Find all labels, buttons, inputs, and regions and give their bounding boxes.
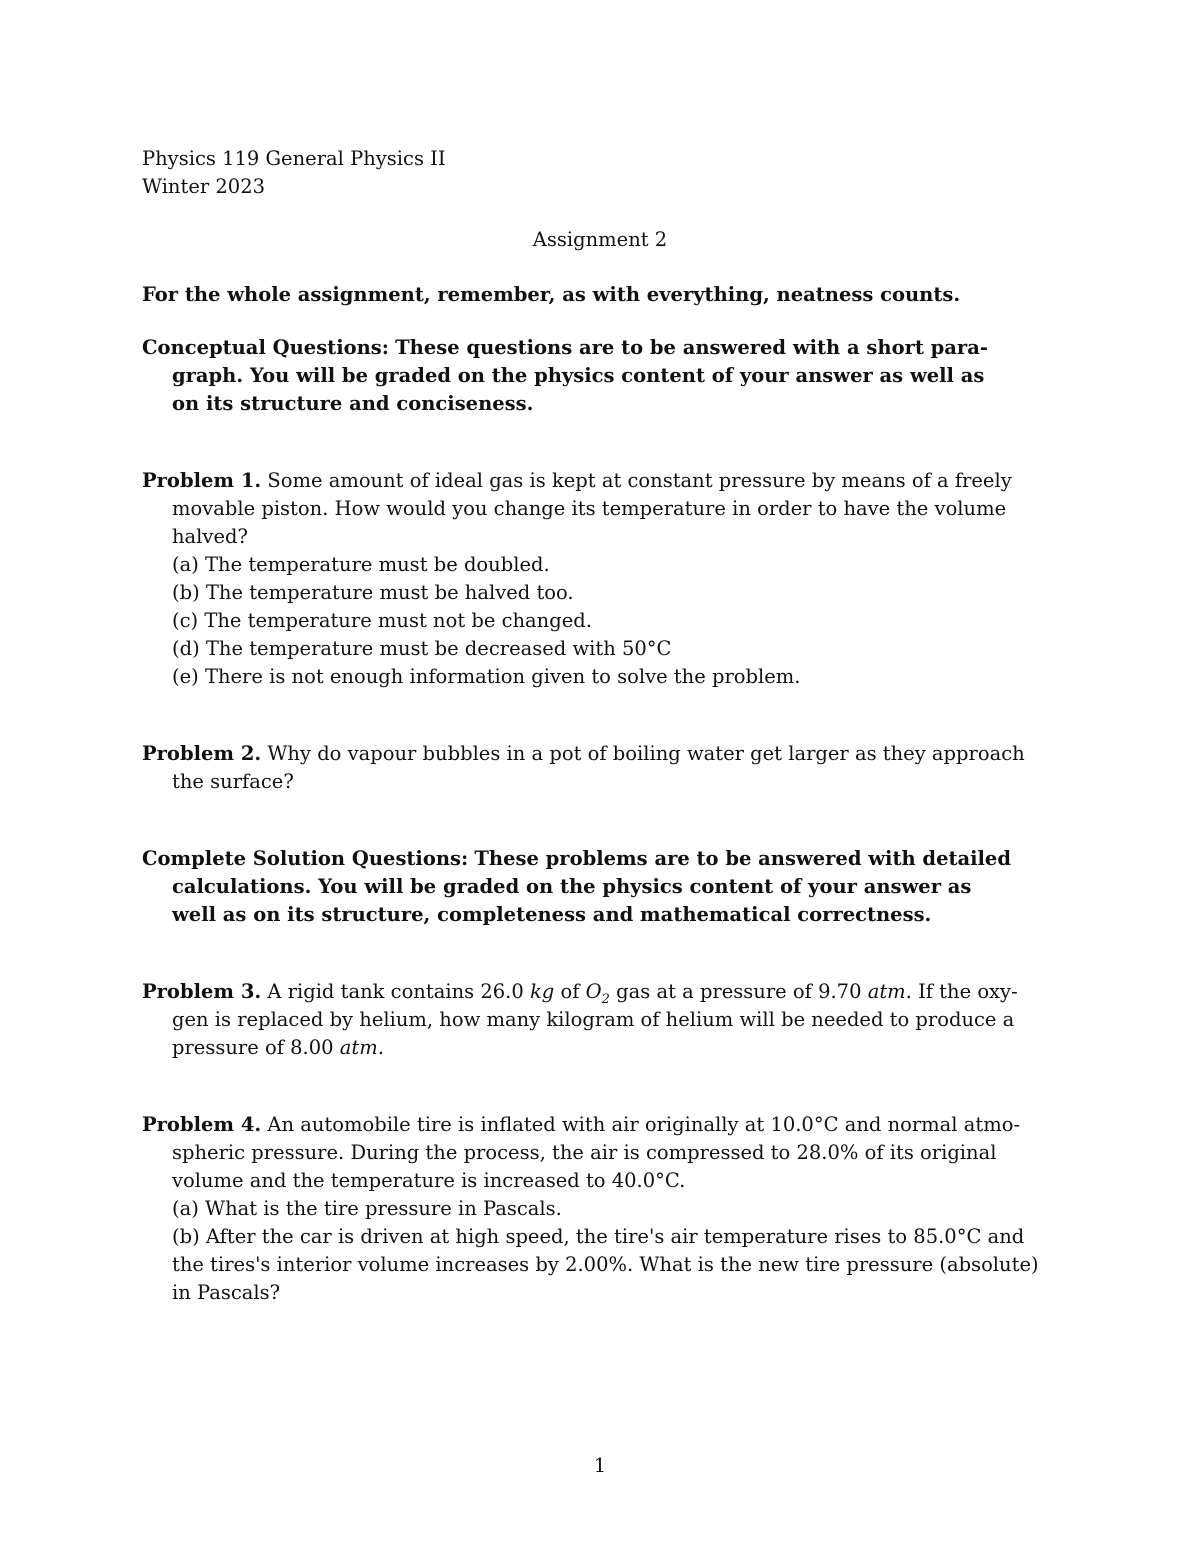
page-number: 1 (593, 1454, 607, 1477)
complete-label: Complete Solution Questions: (142, 847, 469, 870)
problem-2-line-2: the surface? (172, 770, 294, 793)
conceptual-line-2: graph. You will be graded on the physics content of your answer as well as (172, 364, 985, 387)
problem-4-line-1: An automobile tire is inflated with air originally at 10.0°C and normal atmo- (267, 1113, 1021, 1136)
assignment-title: Assignment 2 (532, 228, 668, 251)
problem-4-part-a: (a) What is the tire pressure in Pascals. (172, 1197, 562, 1220)
complete-line-3: well as on its structure, completeness and mathematical correctness. (172, 903, 932, 926)
conceptual-line-3: on its structure and conciseness. (172, 392, 534, 415)
problem-4-line-2: spheric pressure. During the process, the air is compressed to 28.0% of its original (172, 1141, 997, 1164)
conceptual-line-1: These questions are to be answered with a short para- (395, 336, 988, 359)
problem-1-label: Problem 1. (142, 469, 262, 492)
problem-2 (142, 740, 1058, 796)
problem-3-o2 (585, 980, 610, 1007)
course-name: Physics 119 General Physics II (142, 147, 446, 170)
problem-1-line-3: halved? (172, 525, 248, 548)
problem-3-text-4: If the oxy- (918, 980, 1018, 1003)
problem-2-line-1: Why do vapour bubbles in a pot of boiling water get larger as they approach (267, 742, 1025, 765)
problem-3-text-2: of (560, 980, 580, 1003)
problem-1-option-d: (d) The temperature must be decreased with 50°C (172, 637, 672, 660)
problem-2-label: Problem 2. (142, 742, 262, 765)
course-header (142, 145, 446, 201)
problem-3 (142, 978, 1058, 1062)
problem-1 (142, 467, 1058, 691)
problem-1-option-c: (c) The temperature must not be changed. (172, 609, 592, 632)
problem-1-line-2: movable piston. How would you change its temperature in order to have the volume (172, 497, 1007, 520)
problem-3-text-1: A rigid tank contains 26.0 (267, 980, 524, 1003)
problem-3-o2-symbol: O (585, 980, 602, 1003)
problem-1-option-a: (a) The temperature must be doubled. (172, 553, 550, 576)
complete-line-2: calculations. You will be graded on the physics content of your answer as (172, 875, 972, 898)
conceptual-label: Conceptual Questions: (142, 336, 389, 359)
problem-1-option-b: (b) The temperature must be halved too. (172, 581, 574, 604)
conceptual-section (142, 334, 1058, 418)
problem-4-line-3: volume and the temperature is increased to 40.0°C. (172, 1169, 686, 1192)
problem-1-line-1: Some amount of ideal gas is kept at constant pressure by means of a freely (267, 469, 1012, 492)
problem-3-kg: kg (529, 980, 555, 1003)
problem-3-atm-1: atm. (867, 980, 912, 1003)
complete-line-1: These problems are to be answered with detailed (474, 847, 1011, 870)
neatness-note: For the whole assignment, remember, as with everything, neatness counts. (142, 283, 961, 306)
problem-4 (142, 1111, 1058, 1307)
problem-4-part-b-line-2: the tires's interior volume increases by 2.00%. What is the new tire pressure (absolute) (172, 1253, 1039, 1276)
problem-3-line-2: gen is replaced by helium, how many kilogram of helium will be needed to produce a (172, 1008, 1015, 1031)
complete-solution-section (142, 845, 1058, 929)
problem-3-label: Problem 3. (142, 980, 262, 1003)
problem-4-part-b-line-3: in Pascals? (172, 1281, 281, 1304)
problem-3-o2-subscript: 2 (601, 991, 610, 1007)
problem-3-text-5: pressure of 8.00 (172, 1036, 334, 1059)
course-term: Winter 2023 (142, 175, 266, 198)
problem-3-text-3: gas at a pressure of 9.70 (616, 980, 862, 1003)
problem-4-label: Problem 4. (142, 1113, 262, 1136)
problem-4-part-b-line-1: (b) After the car is driven at high speed, the tire's air temperature rises to 85.0°C and (172, 1225, 1025, 1248)
problem-3-atm-2: atm. (339, 1036, 384, 1059)
problem-1-option-e: (e) There is not enough information given to solve the problem. (172, 665, 801, 688)
